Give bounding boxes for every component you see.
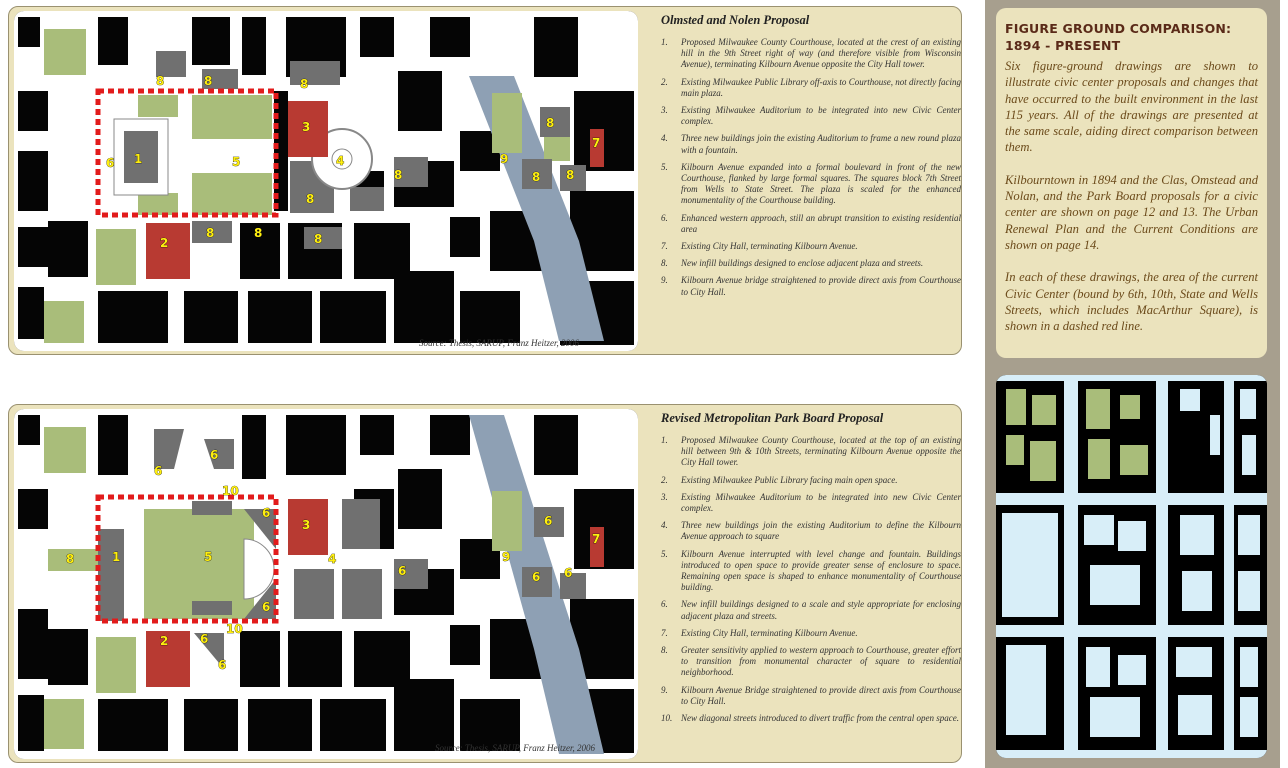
list-item bbox=[661, 713, 961, 724]
map2-label-8: 8 bbox=[66, 552, 75, 566]
panel2-title: Revised Metropolitan Park Board Proposal bbox=[661, 411, 884, 425]
map2-label-9: 9 bbox=[502, 550, 511, 564]
list-item-number: 5. bbox=[661, 161, 668, 172]
map2-label-6: 6 bbox=[218, 658, 227, 672]
figure-ground-svg bbox=[996, 375, 1267, 758]
list-item bbox=[661, 475, 961, 486]
list-item bbox=[661, 628, 961, 639]
list-item bbox=[661, 275, 961, 297]
list-item-text: Kilbourn Avenue Bridge straightened to provide direct axis from Courthouse to City Hall. bbox=[681, 684, 961, 706]
list-item bbox=[661, 258, 961, 269]
map1-label-8: 8 bbox=[204, 74, 213, 88]
map1-label-9: 9 bbox=[500, 152, 509, 166]
map2-label-3: 3 bbox=[302, 518, 311, 532]
map1-label-8: 8 bbox=[394, 168, 403, 182]
map1-label-8: 8 bbox=[314, 232, 323, 246]
map1-label-8: 8 bbox=[546, 116, 555, 130]
map1-label-1: 1 bbox=[134, 152, 143, 166]
list-item-number: 3. bbox=[661, 491, 668, 502]
map-svg-2 bbox=[14, 409, 638, 759]
list-item bbox=[661, 162, 961, 207]
list-item-number: 10. bbox=[661, 713, 673, 724]
map2-label-6: 6 bbox=[210, 448, 219, 462]
list-item-text: Proposed Milwaukee County Courthouse, located at the crest of an existing hill in the 9th Street right of way (and therefore visible from Wisconsin Avenue), terminating Kilbourn Avenue opposite the City Hall tower. bbox=[681, 37, 961, 70]
map1-label-4: 4 bbox=[336, 154, 345, 168]
list-item-text: Kilbourn Avenue expanded into a formal boulevard in front of the new Courthouse, flanked by large formal squares. The squares block 7th Street from Wells to State Street. The plaza is scaled for the enhanced monumentality of the Courthouse building. bbox=[681, 161, 961, 206]
list-item bbox=[661, 599, 961, 621]
list-item-number: 9. bbox=[661, 684, 668, 695]
list-item-number: 2. bbox=[661, 76, 668, 87]
list-item bbox=[661, 105, 961, 127]
map1-label-2: 2 bbox=[160, 236, 169, 250]
map2-label-6: 6 bbox=[262, 506, 271, 520]
panel1-text bbox=[661, 13, 961, 304]
list-item-text: Three new buildings join the existing Auditorium to define the Kilbourn Avenue approach to square bbox=[681, 520, 961, 542]
list-item-text: Existing City Hall, terminating Kilbourn Avenue. bbox=[681, 627, 858, 638]
list-item-number: 8. bbox=[661, 645, 668, 656]
list-item bbox=[661, 492, 961, 514]
list-item-text: Kilbourn Avenue bridge straightened to provide direct axis from Courthouse to City Hall. bbox=[681, 275, 961, 297]
list-item bbox=[661, 435, 961, 469]
list-item-number: 6. bbox=[661, 599, 668, 610]
list-item bbox=[661, 520, 961, 542]
map1-source: Source: Thesis, SARUP, Franz Heitzer, 2006 bbox=[419, 338, 579, 348]
map1-label-8: 8 bbox=[254, 226, 263, 240]
map-svg-1 bbox=[14, 11, 638, 351]
figure-ground-map-present bbox=[996, 375, 1267, 758]
list-item bbox=[661, 37, 961, 71]
list-item-number: 9. bbox=[661, 275, 668, 286]
list-item bbox=[661, 685, 961, 707]
list-item-number: 7. bbox=[661, 627, 668, 638]
sidebar-title: FIGURE GROUND COMPARISON: 1894 - PRESENT bbox=[1005, 21, 1232, 53]
map1-label-7: 7 bbox=[592, 136, 601, 150]
list-item-text: Existing City Hall, terminating Kilbourn Avenue. bbox=[681, 241, 858, 252]
map2-label-6: 6 bbox=[154, 464, 163, 478]
list-item-text: Existing Milwaukee Auditorium to be integrated into new Civic Center complex. bbox=[681, 105, 961, 127]
sidebar-paragraph-1: Six figure-ground drawings are shown to illustrate civic center proposals and changes that have occurred to the built environment in the last 115 years. All of the drawings are presented at the same scale, aiding direct comparison between them. bbox=[1005, 59, 1258, 155]
sidebar-paragraph-3: In each of these drawings, the area of the current Civic Center (bound by 6th, 10th, State and Wells Streets, which includes MacArthur Square), is shown in a dashed red line. bbox=[1005, 270, 1258, 334]
list-item-text: Existing Milwaukee Auditorium to be integrated into new Civic Center complex. bbox=[681, 491, 961, 514]
list-item bbox=[661, 549, 961, 594]
list-item-text: Existing Milwaukee Public Library off-axis to Courthouse, not directly facing main plaza. bbox=[681, 76, 961, 98]
map1-label-5: 5 bbox=[232, 155, 241, 169]
list-item bbox=[661, 213, 961, 235]
list-item bbox=[661, 77, 961, 99]
list-item-text: Proposed Milwaukee County Courthouse, located at the top of an existing hill between 9th & 10th Streets, terminating Kilbourn Avenue opposite the City Hall tower. bbox=[681, 435, 961, 468]
panel2-list bbox=[661, 435, 961, 724]
list-item bbox=[661, 645, 961, 679]
map2-label-4: 4 bbox=[328, 552, 337, 566]
map1-label-8: 8 bbox=[566, 168, 575, 182]
list-item-number: 7. bbox=[661, 241, 668, 252]
panel1-list bbox=[661, 37, 961, 298]
list-item-text: Greater sensitivity applied to western approach to Courthouse, greater effort to transition from monumental character of square to residential neighborhood. bbox=[681, 645, 961, 678]
list-item-text: Three new buildings join the existing Auditorium to frame a new round plaza with a fountain. bbox=[681, 133, 961, 155]
map2-label-6: 6 bbox=[544, 514, 553, 528]
map2-label-6: 6 bbox=[398, 564, 407, 578]
list-item-text: Kilbourn Avenue interrupted with level change and fountain. Buildings introduced to open space to provide greater sense of enclosure to space. Remaining open space is shaped to enhance monumentality of Courthouse building. bbox=[681, 548, 961, 593]
map1-label-8: 8 bbox=[206, 226, 215, 240]
list-item-number: 2. bbox=[661, 474, 668, 485]
list-item-text: Existing Milwaukee Public Library facing main open space. bbox=[681, 474, 898, 485]
list-item-number: 1. bbox=[661, 435, 668, 445]
map2-label-6: 6 bbox=[564, 566, 573, 580]
map2-label-7: 7 bbox=[592, 532, 601, 546]
map2-label-6: 6 bbox=[262, 600, 271, 614]
list-item-text: New infill buildings designed to a scale and style appropriate for enclosing adjacent plaza and streets. bbox=[681, 599, 961, 621]
list-item-number: 6. bbox=[661, 212, 668, 223]
panel1-title: Olmsted and Nolen Proposal bbox=[661, 13, 810, 27]
map2-label-10: 10 bbox=[226, 622, 243, 636]
panel-park-board bbox=[8, 404, 962, 763]
map1-label-8: 8 bbox=[306, 192, 315, 206]
map1-label-8: 8 bbox=[532, 170, 541, 184]
sidebar-paragraph-2: Kilbourntown in 1894 and the Clas, Omstead and Nolan, and the Park Board proposals for a civic center are shown on page 12 and 13. The Urban Renewal Plan and the Current Conditions are shown on page 14. bbox=[1005, 172, 1258, 252]
list-item-number: 4. bbox=[661, 133, 668, 144]
list-item bbox=[661, 133, 961, 155]
map-olmsted-nolen bbox=[14, 11, 638, 351]
map1-label-3: 3 bbox=[302, 120, 311, 134]
list-item-number: 1. bbox=[661, 37, 668, 47]
sidebar-description bbox=[996, 8, 1267, 358]
list-item-text: Enhanced western approach, still an abrupt transition to existing residential area bbox=[681, 212, 961, 234]
list-item bbox=[661, 241, 961, 252]
list-item-number: 5. bbox=[661, 548, 668, 559]
list-item-text: New diagonal streets introduced to divert traffic from the central open space. bbox=[681, 713, 959, 724]
map1-label-8: 8 bbox=[300, 77, 309, 91]
map2-source: Source: Thesis, SARUP, Franz Heitzer, 2006 bbox=[435, 743, 595, 753]
map2-label-10: 10 bbox=[222, 484, 239, 498]
list-item-number: 8. bbox=[661, 258, 668, 269]
panel2-text bbox=[661, 411, 961, 730]
map1-label-6: 6 bbox=[106, 156, 115, 170]
list-item-text: New infill buildings designed to enclose adjacent plaza and streets. bbox=[681, 258, 924, 269]
map-park-board bbox=[14, 409, 638, 759]
map2-label-6: 6 bbox=[532, 570, 541, 584]
map2-label-1: 1 bbox=[112, 550, 121, 564]
panel-olmsted-nolen bbox=[8, 6, 962, 355]
map2-label-2: 2 bbox=[160, 634, 169, 648]
map1-label-8: 8 bbox=[156, 74, 165, 88]
map2-label-6: 6 bbox=[200, 632, 209, 646]
list-item-number: 4. bbox=[661, 520, 668, 531]
map2-label-5: 5 bbox=[204, 550, 213, 564]
list-item-number: 3. bbox=[661, 105, 668, 116]
